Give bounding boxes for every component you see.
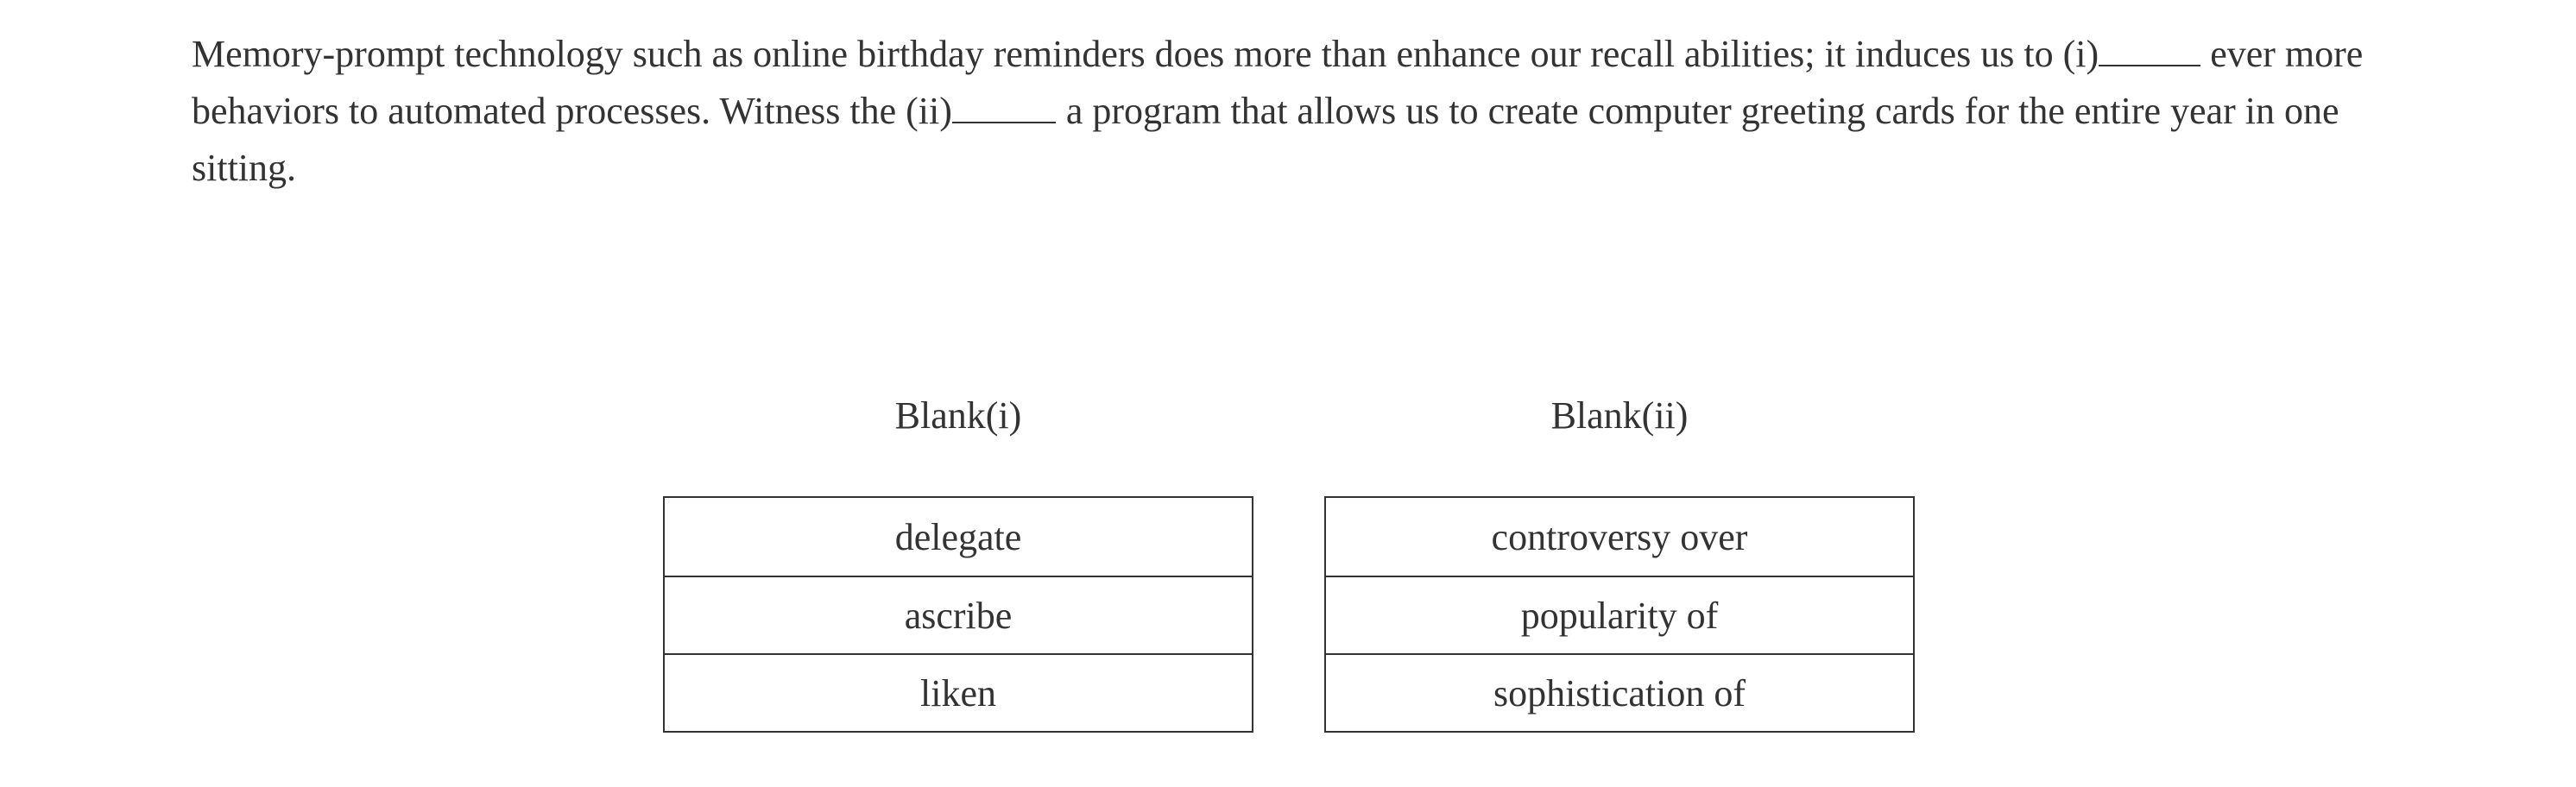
- blank-ii-header: Blank(ii): [1550, 394, 1689, 437]
- blank-ii-line: [952, 89, 1056, 123]
- blank-i-line: [2099, 32, 2200, 66]
- passage-text-part-1: Memory-prompt technology such as online birthday reminders does more than enhance our recall abilities; it induces us to (i): [192, 33, 2099, 75]
- choice-sophistication-of[interactable]: sophistication of: [1326, 653, 1913, 731]
- choice-ascribe[interactable]: ascribe: [665, 576, 1252, 653]
- question-passage: [192, 26, 2402, 197]
- choice-delegate[interactable]: delegate: [665, 498, 1252, 576]
- passage-text-part-3: a program that allows us to create computer greeting cards for the entire year in one sitting.: [192, 90, 2339, 189]
- blank-ii-choices: [1324, 496, 1915, 733]
- passage-text-part-2: ever more behaviors to automated processes. Witness the (ii): [192, 33, 2364, 132]
- choice-controversy-over[interactable]: controversy over: [1326, 498, 1913, 576]
- choice-popularity-of[interactable]: popularity of: [1326, 576, 1913, 653]
- blank-i-header: Blank(i): [894, 394, 1022, 437]
- blank-i-choices: [663, 496, 1253, 733]
- choice-liken[interactable]: liken: [665, 653, 1252, 731]
